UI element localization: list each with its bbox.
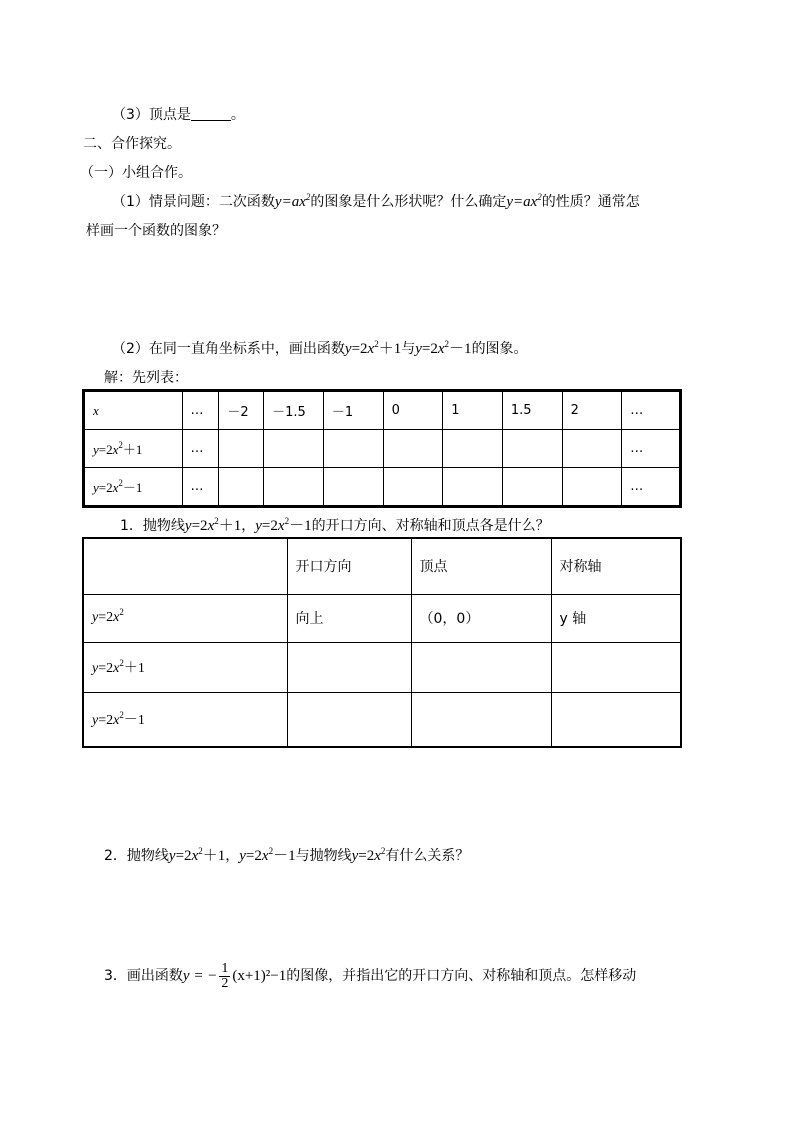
empty-cell[interactable]	[264, 468, 324, 507]
properties-table	[82, 537, 682, 748]
fraction	[219, 962, 230, 991]
empty-cell[interactable]	[219, 468, 264, 507]
formula-minus: $y=2x^2-1$	[239, 846, 296, 864]
empty-cell[interactable]	[411, 692, 551, 747]
text: 的图象是什么形状呢？什么确定	[310, 194, 507, 210]
answer-blank[interactable]	[191, 106, 231, 121]
empty-cell[interactable]	[443, 468, 503, 507]
formula-plus: $y=2x^2+1$	[344, 339, 402, 357]
text: 的性质？通常怎	[541, 194, 640, 210]
situation-question-line1	[112, 192, 640, 212]
fraction-denominator: 2	[221, 975, 229, 991]
table-row	[83, 538, 681, 594]
empty-cell[interactable]	[323, 430, 383, 468]
empty-cell[interactable]	[219, 430, 264, 468]
table-row	[83, 692, 681, 747]
row-label-minus: $y=2x^2-1$	[84, 468, 183, 507]
table-cell: x	[84, 391, 183, 430]
table-cell: －2	[219, 391, 264, 430]
empty-cell[interactable]	[383, 430, 443, 468]
row-label-plus: $y=2x^2+1$	[84, 430, 183, 468]
formula-minus: $y=2x^2-1$	[255, 516, 312, 534]
table-cell: 1	[443, 391, 503, 430]
text: 的图像，并指出它的开口方向、对称轴和顶点。怎样移动	[286, 968, 637, 984]
empty-cell[interactable]	[562, 468, 622, 507]
empty-cell[interactable]	[287, 642, 411, 692]
row-label-minus: $y=2x^2-1$	[83, 692, 287, 747]
question-2	[104, 846, 469, 866]
empty-cell[interactable]	[383, 468, 443, 507]
question-1	[120, 516, 550, 536]
table-row	[84, 468, 681, 507]
subsection-heading: （一）小组合作。	[80, 165, 192, 181]
empty-cell[interactable]	[502, 468, 562, 507]
question-3	[104, 960, 636, 992]
formula-lhs: y = −	[182, 968, 218, 984]
period: 。	[230, 107, 245, 123]
formula-minus: $y=2x^2-1$	[415, 339, 472, 357]
solution-label: 解：先列表：	[104, 370, 188, 386]
text: 有什么关系？	[385, 848, 470, 864]
table-row	[84, 391, 681, 430]
formula-y-ax2: $y=ax^2$	[274, 192, 311, 210]
empty-cell[interactable]	[443, 430, 503, 468]
empty-cell[interactable]	[264, 430, 324, 468]
table-cell: y 轴	[551, 594, 681, 642]
text: 与	[401, 341, 416, 357]
table-cell: …	[182, 430, 219, 468]
table-cell: 2	[562, 391, 622, 430]
q3-vertex-line	[112, 105, 245, 125]
text: 2．抛物线	[104, 848, 169, 864]
text: 的开口方向、对称轴和顶点各是什么？	[311, 518, 550, 534]
header-vertex: 顶点	[411, 538, 551, 594]
table-cell: …	[182, 468, 219, 507]
formula-y-ax2: $y=ax^2$	[506, 192, 542, 210]
q3-vertex-text: （3）顶点是	[112, 107, 191, 123]
table-row	[83, 642, 681, 692]
draw-question	[112, 339, 528, 359]
table-row	[83, 594, 681, 642]
table-cell: …	[622, 468, 681, 507]
empty-cell[interactable]	[323, 468, 383, 507]
formula-base: $y=2x^2$	[351, 846, 386, 864]
text: ，	[241, 518, 256, 534]
text: （2）在同一直角坐标系中，画出函数	[112, 341, 345, 357]
header-axis: 对称轴	[551, 538, 681, 594]
text: 与抛物线	[295, 848, 352, 864]
empty-cell[interactable]	[551, 692, 681, 747]
text: 1．抛物线	[120, 518, 185, 534]
text: 的图象。	[471, 341, 528, 357]
formula-plus: $y=2x^2+1$	[168, 846, 226, 864]
table-cell: －1	[323, 391, 383, 430]
empty-cell[interactable]	[502, 430, 562, 468]
table-cell: 向上	[287, 594, 411, 642]
table-cell: …	[622, 430, 681, 468]
text: 3．画出函数	[104, 968, 183, 984]
table-cell: （0，0）	[411, 594, 551, 642]
row-label-plus: $y=2x^2+1$	[83, 642, 287, 692]
empty-header-cell	[83, 538, 287, 594]
value-table	[82, 389, 682, 508]
formula-rhs: (x+1)²−1	[232, 968, 287, 984]
table-row	[84, 430, 681, 468]
situation-question-line2: 样画一个函数的图象？	[86, 223, 226, 239]
text: ，	[225, 848, 240, 864]
table-cell: …	[182, 391, 219, 430]
header-opening-direction: 开口方向	[287, 538, 411, 594]
table-cell: 1.5	[502, 391, 562, 430]
empty-cell[interactable]	[287, 692, 411, 747]
row-label-base: $y=2x^2$	[83, 594, 287, 642]
table-cell: －1.5	[264, 391, 324, 430]
table-cell: …	[622, 391, 681, 430]
empty-cell[interactable]	[411, 642, 551, 692]
formula-plus: $y=2x^2+1$	[184, 516, 242, 534]
empty-cell[interactable]	[551, 642, 681, 692]
empty-cell[interactable]	[562, 430, 622, 468]
table-cell: 0	[383, 391, 443, 430]
text: （1）情景问题：二次函数	[112, 194, 275, 210]
section-heading: 二、合作探究。	[83, 136, 181, 152]
fraction-numerator: 1	[221, 960, 229, 976]
